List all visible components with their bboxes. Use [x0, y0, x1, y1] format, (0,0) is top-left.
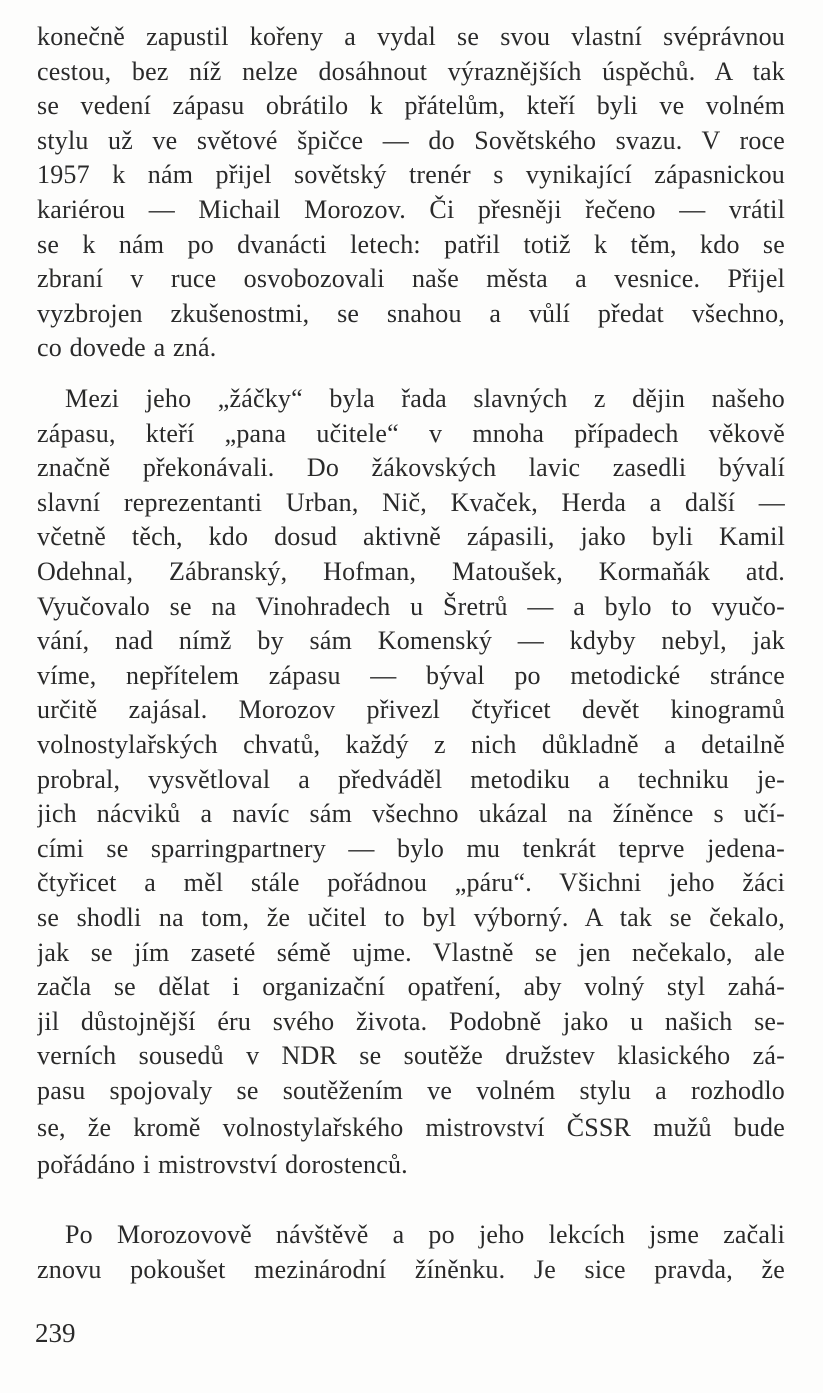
page-number: 239 — [35, 1318, 76, 1348]
text-line: víme, nepřítelem zápasu — býval po metodické stránce — [37, 660, 785, 690]
text-line: se vedení zápasu obrátilo k přátelům, kteří byli ve volném — [37, 91, 785, 121]
text-line: zbraní v ruce osvobozovali naše města a vesnice. Přijel — [37, 264, 785, 294]
text-line: začla se dělat i organizační opatření, aby volný styl zahá- — [37, 972, 785, 1002]
text-line: co dovede a zná. — [37, 333, 217, 363]
text-line: probral, vysvětloval a předváděl metodiku a techniku je- — [37, 764, 785, 794]
text-line: určitě zajásal. Morozov přivezl čtyřicet devět kinogramů — [37, 695, 785, 725]
text-line: se shodli na tom, že učitel to byl výborný. A tak se čekalo, — [37, 902, 785, 932]
text-line: znovu pokoušet mezinárodní žíněnku. Je sice pravda, že — [37, 1254, 785, 1284]
text-line: Mezi jeho „žáčky“ byla řada slavných z dějin našeho — [65, 384, 785, 413]
text-line: pořádáno i mistrovství dorostenců. — [37, 1150, 408, 1180]
text-line: 1957 k nám přijel sovětský trenér s vynikající zápasnickou — [37, 160, 785, 190]
text-line: verních sousedů v NDR se soutěže družstev klasického zá- — [37, 1041, 785, 1071]
text-line: vání, nad nímž by sám Komenský — kdyby nebyl, jak — [37, 626, 785, 656]
text-line: jak se jím zaseté sémě ujme. Vlastně se jen nečekalo, ale — [37, 937, 785, 967]
text-line: volnostylařských chvatů, každý z nich důkladně a detailně — [37, 729, 785, 759]
text-line: cími se sparringpartnery — bylo mu tenkrát teprve jedena- — [37, 833, 785, 863]
text-line: Po Morozovově návštěvě a po jeho lekcích jsme začali — [65, 1220, 785, 1249]
paragraph-3 — [37, 1218, 785, 1287]
text-line: stylu už ve světové špičce — do Sovětského svazu. V roce — [37, 125, 785, 155]
text-line: vyzbrojen zkušenostmi, se snahou a vůlí předat všechno, — [37, 298, 785, 328]
text-line: se k nám po dvanácti letech: patřil totiž k těm, kdo se — [37, 229, 785, 259]
text-line: kariérou — Michail Morozov. Či přesněji řečeno — vrátil — [37, 194, 785, 224]
text-line: se, že kromě volnostylařského mistrovství ČSSR mužů bude — [37, 1113, 785, 1143]
text-line: jich nácviků a navíc sám všechno ukázal na žíněnce s učí- — [37, 799, 785, 829]
text-line: konečně zapustil kořeny a vydal se svou vlastní svéprávnou — [37, 22, 785, 51]
text-line: pasu spojovaly se soutěžením ve volném stylu a rozhodlo — [37, 1075, 785, 1105]
text-line: Odehnal, Zábranský, Hofman, Matoušek, Kormaňák atd. — [37, 556, 785, 586]
text-line: slavní reprezentanti Urban, Nič, Kvaček, Herda a další — — [37, 487, 785, 517]
text-line: Vyučovalo se na Vinohradech u Šretrů — a bylo to vyučo- — [37, 591, 785, 621]
text-line: jil důstojnější éru svého života. Podobně jako u našich se- — [37, 1006, 785, 1036]
text-line: včetně těch, kdo dosud aktivně zápasili, jako byli Kamil — [37, 522, 785, 552]
paragraph-2 — [37, 382, 785, 1183]
text-line: čtyřicet a měl stále pořádnou „páru“. Všichni jeho žáci — [37, 868, 785, 898]
paragraph-1 — [37, 20, 785, 366]
text-line: cestou, bez níž nelze dosáhnout výraznějších úspěchů. A tak — [37, 56, 785, 86]
text-line: značně překonávali. Do žákovských lavic zasedli bývalí — [37, 453, 785, 483]
text-line: zápasu, kteří „pana učitele“ v mnoha případech věkově — [37, 418, 785, 448]
